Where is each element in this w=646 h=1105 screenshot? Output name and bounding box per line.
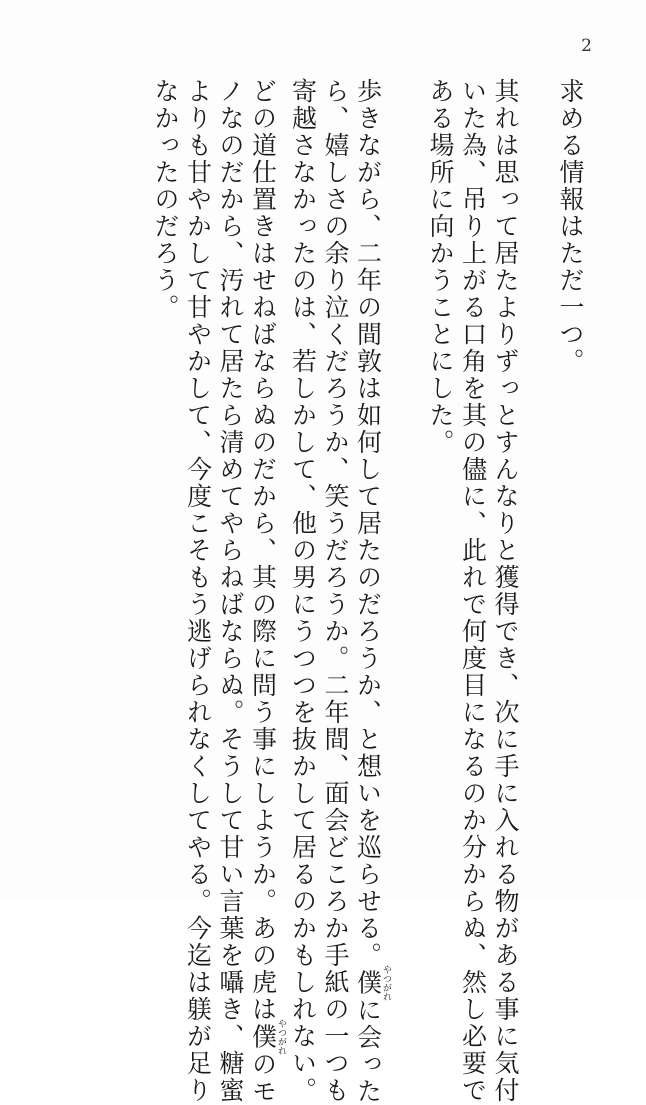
vertical-text-body <box>46 78 586 1105</box>
ruby-annotation <box>248 1019 286 1055</box>
paragraph-3-line-7: なかったのだろう。 <box>151 78 180 321</box>
paragraph-1-line-1: 求める情報はただ一つ。 <box>556 78 585 375</box>
text-segment: どの道仕置きはせねばならぬのだから、其の際に問う事にしようか。あの虎は <box>248 78 278 1023</box>
ruby-annotation <box>353 965 391 1001</box>
paragraph-3-line-1 <box>351 78 391 1105</box>
ruby-base: 僕 <box>248 1019 278 1055</box>
text-segment: のモ <box>248 1051 278 1105</box>
paragraph-3-line-3: 寄越さなかったのは、若しかして、他の男にうつつを抜かして居るのかもしれない。 <box>288 78 318 1104</box>
text-segment: に会った <box>353 997 383 1105</box>
paragraph-2-line-1: 其れは思って居たよりずっとすんなりと獲得でき、次に手に入れる物がある事に気付 <box>491 78 520 1104</box>
ruby-base: 僕 <box>353 965 383 1001</box>
paragraph-3-line-6: よりも甘やかして甘やかして、今度こそもう逃げられなくしてやる。今迄は躾が足り <box>183 78 213 1104</box>
ruby-reading: やつがれ <box>381 965 391 1001</box>
paragraph-3-line-4 <box>246 78 286 1105</box>
paragraph-3-line-2: ら、嬉しさの余り泣くだろうか、笑うだろうか。二年間、面会どころか手紙の一つも <box>321 78 350 1104</box>
paragraph-2-line-3: ある場所に向かうことにした。 <box>426 78 455 456</box>
blank-line <box>521 78 554 868</box>
page-number: 2 <box>581 36 592 56</box>
ruby-reading: やつがれ <box>276 1019 286 1055</box>
blank-line <box>391 78 424 868</box>
paragraph-2-line-2: いた為、吊り上がる口角を其の儘に、此れで何度目になるのか分からぬ、然し必要で <box>458 78 488 1104</box>
paragraph-3-line-5: ノなのだから、汚れて居たら清めてやらねばならぬ。そうして甘い言葉を囁き、糖蜜 <box>216 78 245 1104</box>
text-segment: 歩きながら、二年の間敦は如何して居たのだろうか、と想いを巡らせる。 <box>353 78 383 969</box>
